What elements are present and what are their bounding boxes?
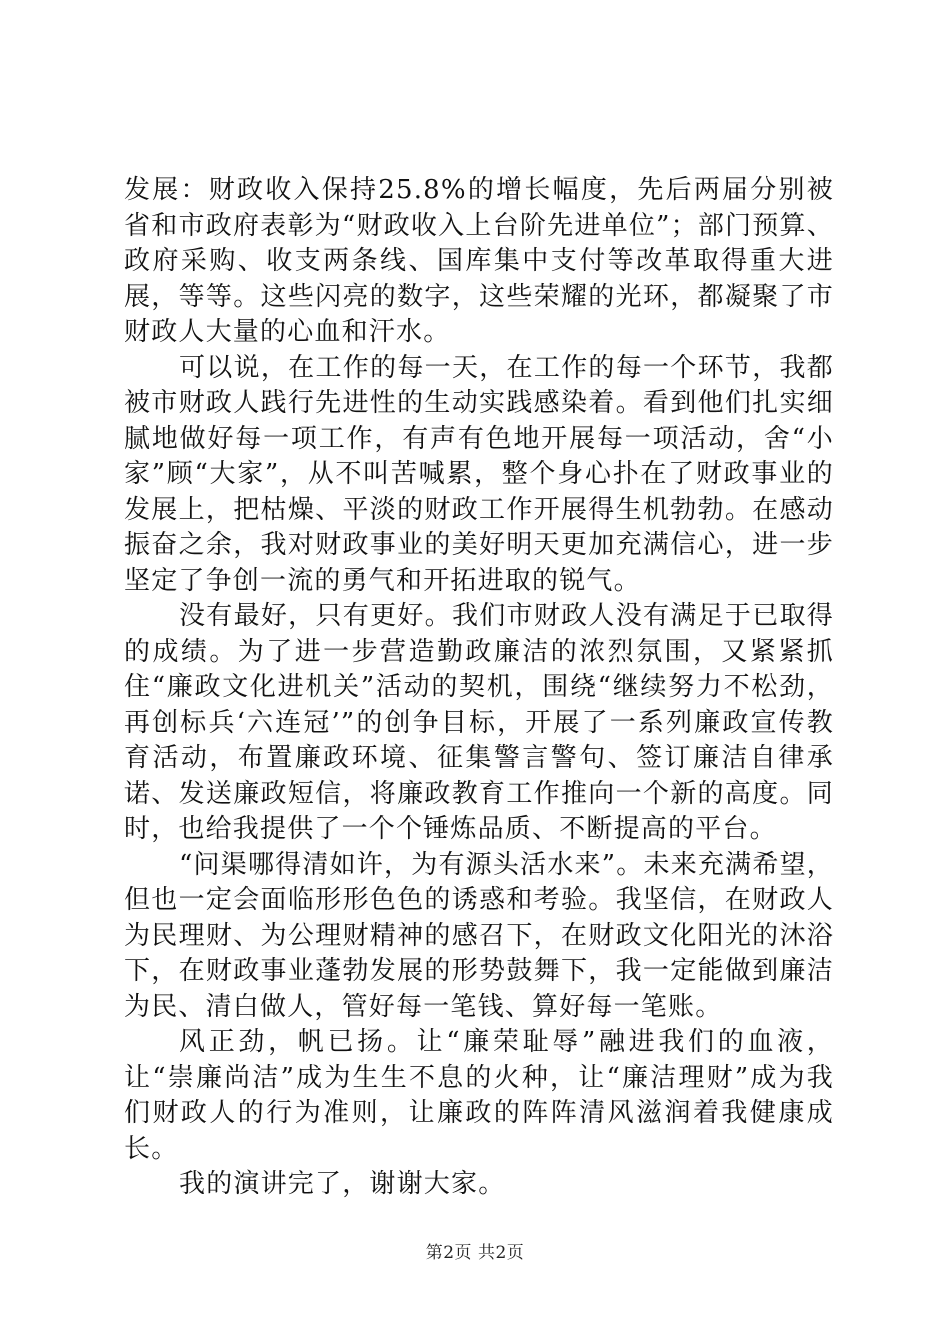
document-body: [124, 173, 834, 1203]
page-number-footer: 第2页 共2页: [425, 1243, 525, 1263]
paragraph-closing: 我的演讲完了，谢谢大家。: [179, 1169, 506, 1199]
paragraph-continuation: 发展：财政收入保持25.8%的增长幅度，先后两届分别被省和市政府表彰为“财政收入上台阶先进单位”；部门预算、政府采购、收支两条线、国库集中支付等改革取得重大进展，等等。这些闪亮的数字，这些荣耀的光环，都凝聚了市财政人大量的心血和汗水。: [124, 175, 834, 347]
paragraph: 风正劲，帆已扬。让“廉荣耻辱”融进我们的血液，让“崇廉尚洁”成为生生不息的火种，让“廉洁理财”成为我们财政人的行为准则，让廉政的阵阵清风滋润着我健康成长。: [124, 1027, 834, 1164]
paragraph: 没有最好，只有更好。我们市财政人没有满足于已取得的成绩。为了进一步营造勤政廉洁的浓烈氛围，又紧紧抓住“廉政文化进机关”活动的契机，围绕“继续努力不松劲，再创标兵‘六连冠’”的创争目标，开展了一系列廉政宣传教育活动，布置廉政环境、征集警言警句、签订廉洁自律承诺、发送廉政短信，将廉政教育工作推向一个新的高度。同时，也给我提供了一个个锤炼品质、不断提高的平台。: [124, 601, 834, 844]
paragraph: 可以说，在工作的每一天，在工作的每一个环节，我都被市财政人践行先进性的生动实践感染着。看到他们扎实细腻地做好每一项工作，有声有色地开展每一项活动，舍“小家”顾“大家”，从不叫苦喊累，整个身心扑在了财政事业的发展上，把枯燥、平淡的财政工作开展得生机勃勃。在感动振奋之余，我对财政事业的美好明天更加充满信心，进一步坚定了争创一流的勇气和开拓进取的锐气。: [124, 352, 834, 596]
paragraph: “问渠哪得清如许，为有源头活水来”。未来充满希望，但也一定会面临形形色色的诱惑和考验。我坚信，在财政人为民理财、为公理财精神的感召下，在财政文化阳光的沐浴下，在财政事业蓬勃发展的形势鼓舞下，我一定能做到廉洁为民、清白做人，管好每一笔钱、算好每一笔账。: [124, 849, 834, 1022]
